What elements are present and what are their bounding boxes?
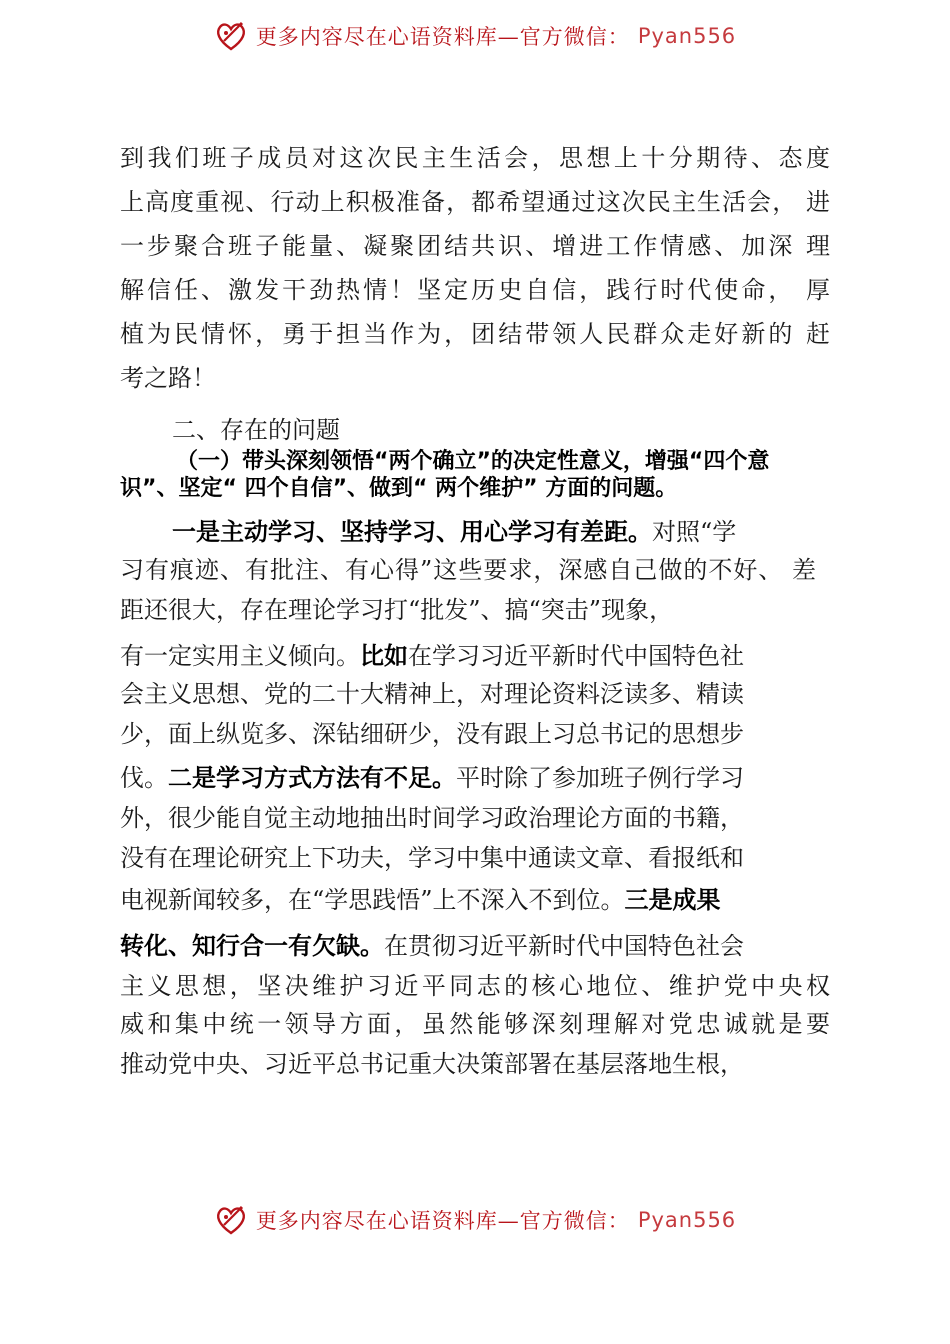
paragraph-line: 到我们班子成员对这次民主生活会，思想上十分期待、态度	[120, 144, 830, 172]
paragraph-line: 外，很少能自觉主动地抽出时间学习政治理论方面的书籍，	[120, 804, 744, 832]
text-run: 对照“学	[652, 518, 737, 546]
watermark-text: 更多内容尽在心语资料库—官方微信：	[255, 25, 630, 49]
point-two-heading: 二是学习方式方法有不足。	[168, 764, 456, 792]
text-run: 电视新闻较多，在“学思践悟”上不深入不到位。	[120, 886, 625, 914]
subheading-line-2: 识”、坚定“ 四个自信”、做到“ 两个维护” 方面的问题。	[120, 476, 678, 501]
text-run: 平时除了参加班子例行学习	[456, 764, 744, 792]
paragraph-line	[120, 640, 744, 672]
paragraph-line: 威和集中统一领导方面，虽然能够深刻理解对党忠诚就是要	[120, 1010, 830, 1038]
point-one-heading: 一是主动学习、坚持学习、用心学习有差距。	[172, 518, 652, 546]
example-keyword: 比如	[360, 642, 408, 670]
paragraph-line	[120, 930, 744, 962]
paragraph-line	[120, 762, 744, 794]
paragraph-line: 没有在理论研究上下功夫，学习中集中通读文章、看报纸和	[120, 844, 744, 872]
text-run: 有一定实用主义倾向。	[120, 642, 360, 670]
text-run: 在贯彻习近平新时代中国特色社会	[384, 932, 744, 960]
paragraph-line	[172, 516, 736, 548]
text-run: 伐。	[120, 764, 168, 792]
watermark-wechat-id: Pyan556	[637, 1208, 737, 1232]
paragraph-line: 距还很大，存在理论学习打“批发”、搞“突击”现象，	[120, 596, 674, 624]
paragraph-line: 推动党中央、习近平总书记重大决策部署在基层落地生根，	[120, 1050, 744, 1078]
heart-pen-logo-icon	[214, 1203, 248, 1237]
point-three-heading: 三是成果	[624, 886, 721, 914]
paragraph-line: 植为民情怀，勇于担当作为，团结带领人民群众走好新的 赶	[120, 320, 830, 348]
text-run: 在学习习近平新时代中国特色社	[408, 642, 744, 670]
paragraph-line: 少，面上纵览多、深钻细研少，没有跟上习总书记的思想步	[120, 720, 744, 748]
watermark-wechat-id: Pyan556	[637, 24, 737, 48]
paragraph-line	[120, 884, 721, 916]
watermark-text: 更多内容尽在心语资料库—官方微信：	[255, 1209, 630, 1233]
paragraph-line: 主义思想，坚决维护习近平同志的核心地位、维护党中央权	[120, 972, 830, 1000]
footer-watermark	[0, 1198, 950, 1242]
paragraph-line: 解信任、激发干劲热情！坚定历史自信，践行时代使命， 厚	[120, 276, 830, 304]
paragraph-line: 习有痕迹、有批注、有心得”这些要求，深感自己做的不好、 差	[120, 556, 816, 584]
paragraph-line: 上高度重视、行动上积极准备，都希望通过这次民主生活会， 进	[120, 188, 830, 216]
subheading-line-1: （一）带头深刻领悟“两个确立”的决定性意义，增强“四个意	[176, 449, 770, 474]
section-title: 二、存在的问题	[172, 416, 340, 444]
point-three-heading-cont: 转化、知行合一有欠缺。	[120, 932, 384, 960]
paragraph-line: 会主义思想、党的二十大精神上，对理论资料泛读多、精读	[120, 680, 744, 708]
paragraph-line: 考之路！	[120, 364, 216, 392]
paragraph-line: 一步聚合班子能量、凝聚团结共识、增进工作情感、加深 理	[120, 232, 830, 260]
